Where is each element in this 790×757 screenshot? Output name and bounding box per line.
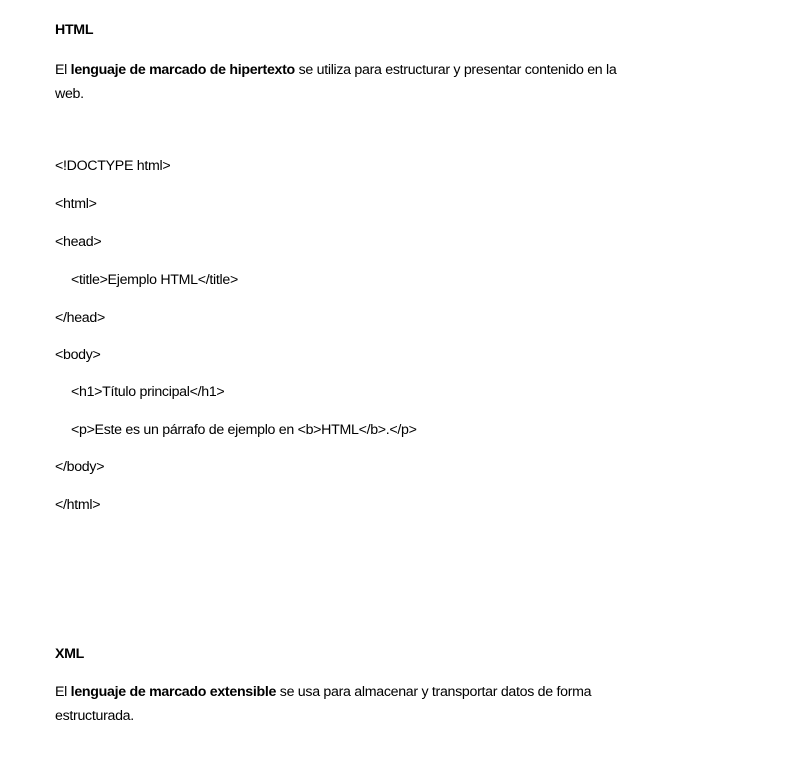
code-line: <h1>Título principal</h1> — [71, 384, 225, 400]
xml-description-line2: estructurada. — [55, 708, 134, 724]
code-line: <title>Ejemplo HTML</title> — [71, 272, 238, 288]
code-line: <p>Este es un párrafo de ejemplo en <b>HTML</b>.</p> — [71, 422, 417, 438]
code-line: </head> — [55, 310, 105, 326]
html-description-line2: web. — [55, 86, 84, 102]
code-line: </html> — [55, 497, 101, 513]
xml-description: El lenguaje de marcado extensible se usa para almacenar y transportar datos de forma — [55, 684, 592, 700]
code-line: <html> — [55, 196, 97, 212]
code-line: </body> — [55, 459, 105, 475]
xml-heading: XML — [55, 646, 85, 662]
html-description: El lenguaje de marcado de hipertexto se utiliza para estructurar y presentar contenido en la — [55, 62, 617, 78]
code-line: <!DOCTYPE html> — [55, 158, 171, 174]
html-heading: HTML — [55, 22, 94, 38]
code-line: <head> — [55, 234, 102, 250]
code-line: <body> — [55, 347, 101, 363]
